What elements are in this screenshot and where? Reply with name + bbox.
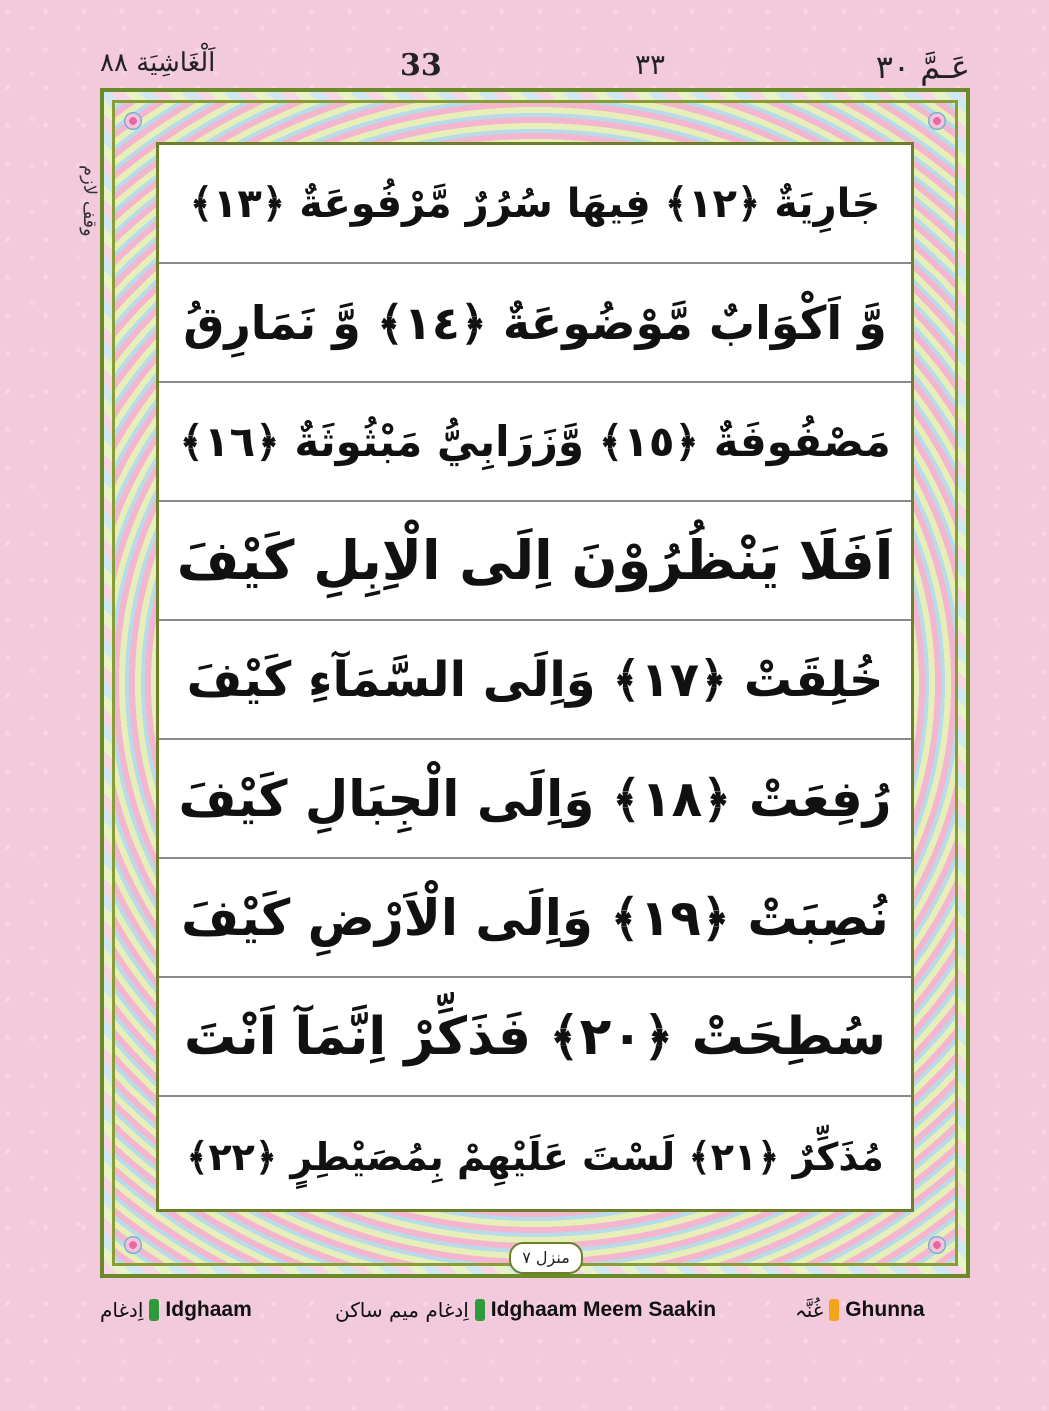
flower-ornament-icon [124, 1236, 142, 1254]
legend-ghunna-arabic: غُنَّہ [795, 1298, 824, 1322]
tajweed-legend [100, 1292, 970, 1332]
legend-idghaam-meem-label: Idghaam Meem Saakin [490, 1298, 717, 1321]
manzil-badge: منزل ٧ [509, 1242, 583, 1274]
verse-line-text: نُصِبَتْ ﴿١٩﴾ وَاِلَى الْاَرْضِ كَيْفَ [181, 888, 889, 947]
verse-line-text: سُطِحَتْ ﴿٢٠﴾ فَذَكِّرْ اِنَّمَآ اَنْتَ [184, 1006, 886, 1067]
verse-line [159, 264, 911, 383]
verse-line-text: جَارِيَةٌ ﴿١٢﴾ فِيهَا سُرُرٌ مَّرْفُوعَةٌ ﴿١٣﴾ [189, 180, 881, 227]
verse-line [159, 502, 911, 621]
verse-line-text: رُفِعَتْ ﴿١٨﴾ وَاِلَى الْجِبَالِ كَيْفَ [178, 769, 892, 828]
flower-ornament-icon [928, 112, 946, 130]
flower-ornament-icon [124, 112, 142, 130]
orange-swatch-icon [829, 1299, 839, 1321]
verse-line-text: خُلِقَتْ ﴿١٧﴾ وَاِلَى السَّمَآءِ كَيْفَ [186, 651, 884, 708]
green-swatch-icon [149, 1299, 159, 1321]
legend-idghaam-label: Idghaam [165, 1298, 252, 1321]
legend-idghaam-meem [335, 1298, 716, 1322]
page-number: 33 [400, 48, 442, 83]
verse-line [159, 383, 911, 502]
surah-name: اَلْغَاشِيَة ٨٨ [100, 48, 216, 78]
verse-line [159, 145, 911, 264]
legend-ghunna [795, 1298, 925, 1322]
quran-text-panel [156, 142, 914, 1212]
verse-line [159, 621, 911, 740]
verse-line [159, 740, 911, 859]
page-number-arabic: ٣٣ [635, 48, 666, 81]
legend-ghunna-label: Ghunna [845, 1298, 925, 1321]
verse-line [159, 859, 911, 978]
flower-ornament-icon [928, 1236, 946, 1254]
verse-line [159, 978, 911, 1097]
decorative-frame [100, 88, 970, 1278]
verse-line-text: مَصْفُوفَةٌ ﴿١٥﴾ وَّزَرَابِيُّ مَبْثُوثَةٌ ﴿١٦﴾ [179, 417, 891, 466]
verse-line [159, 1097, 911, 1212]
legend-idghaam-arabic: اِدغام [100, 1298, 144, 1322]
verse-line-text: مُذَكِّرٌ ﴿٢١﴾ لَسْتَ عَلَيْهِمْ بِمُصَيْطِرٍ ﴿٢٢﴾ [186, 1134, 884, 1179]
verse-line-text: اَفَلَا يَنْظُرُوْنَ اِلَى الْاِبِلِ كَيْفَ [176, 529, 894, 592]
margin-note: وقف لازم [79, 165, 100, 237]
green-swatch-icon [475, 1299, 485, 1321]
juz-name: عَـمَّ ٣٠ [875, 48, 970, 86]
verse-line-text: وَّ اَكْوَابٌ مَّوْضُوعَةٌ ﴿١٤﴾ وَّ نَمَارِقُ [183, 295, 887, 350]
legend-idghaam-meem-arabic: اِدغام میم ساکن [335, 1298, 469, 1322]
page-header [100, 40, 970, 90]
legend-idghaam [100, 1298, 252, 1322]
